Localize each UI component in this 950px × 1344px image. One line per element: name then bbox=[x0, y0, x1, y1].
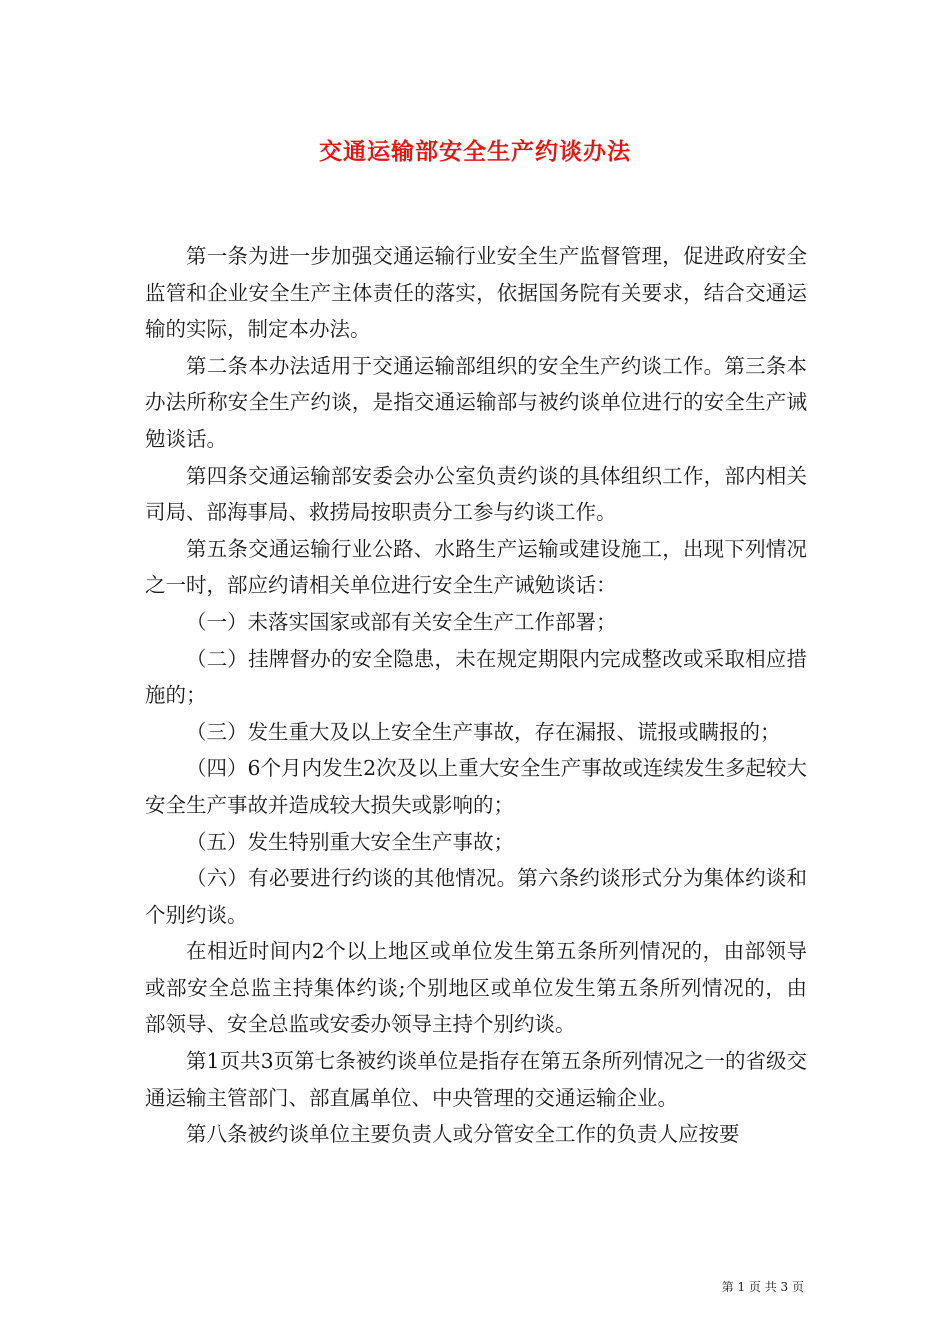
list-item-5: （五）发生特别重大安全生产事故； bbox=[186, 829, 514, 854]
paragraph-article-1: 第一条为进一步加强交通运输行业安全生产监督管理，促进政府安全监管和企业安全生产主体责任的落实，依据国务院有关要求，结合交通运输的实际，制定本办法。 bbox=[145, 244, 807, 342]
list-item-1: （一）未落实国家或部有关安全生产工作部署； bbox=[186, 609, 617, 634]
paragraph-article-5: 第五条交通运输行业公路、水路生产运输或建设施工，出现下列情况之一时，部应约请相关单位进行安全生产诫勉谈话： bbox=[145, 536, 807, 598]
list-item-6: （六）有必要进行约谈的其他情况。第六条约谈形式分为集体约谈和个别约谈。 bbox=[145, 866, 807, 927]
paragraph-article-4: 第四条交通运输部安委会办公室负责约谈的具体组织工作，部内相关司局、部海事局、救捞局按职责分工参与约谈工作。 bbox=[145, 463, 807, 525]
page-number-footer: 第 1 页 共 3 页 bbox=[721, 1280, 804, 1294]
paragraph-article-2-3: 第二条本办法适用于交通运输部组织的安全生产约谈工作。第三条本办法所称安全生产约谈，是指交通运输部与被约谈单位进行的安全生产诫勉谈话。 bbox=[145, 353, 807, 451]
page-title: 交通运输部安全生产约谈办法 bbox=[319, 138, 631, 165]
list-item-3: （三）发生重大及以上安全生产事故，存在漏报、谎报或瞒报的； bbox=[186, 719, 781, 744]
paragraph-article-8: 第八条被约谈单位主要负责人或分管安全工作的负责人应按要 bbox=[186, 1122, 740, 1147]
paragraph-article-7: 第1页共3页第七条被约谈单位是指存在第五条所列情况之一的省级交通运输主管部门、部直属单位、中央管理的交通运输企业。 bbox=[145, 1049, 807, 1110]
list-item-2: （二）挂牌督办的安全隐患，未在规定期限内完成整改或采取相应措施的； bbox=[145, 646, 807, 708]
list-item-4: （四）6个月内发生2次及以上重大安全生产事故或连续发生多起较大安全生产事故并造成较大损失或影响的； bbox=[145, 756, 807, 817]
document-body bbox=[145, 238, 807, 1153]
paragraph-talk-forms: 在相近时间内2个以上地区或单位发生第五条所列情况的，由部领导或部安全总监主持集体约谈;个别地区或单位发生第五条所列情况的，由部领导、安全总监或安委办领导主持个别约谈。 bbox=[145, 939, 807, 1037]
